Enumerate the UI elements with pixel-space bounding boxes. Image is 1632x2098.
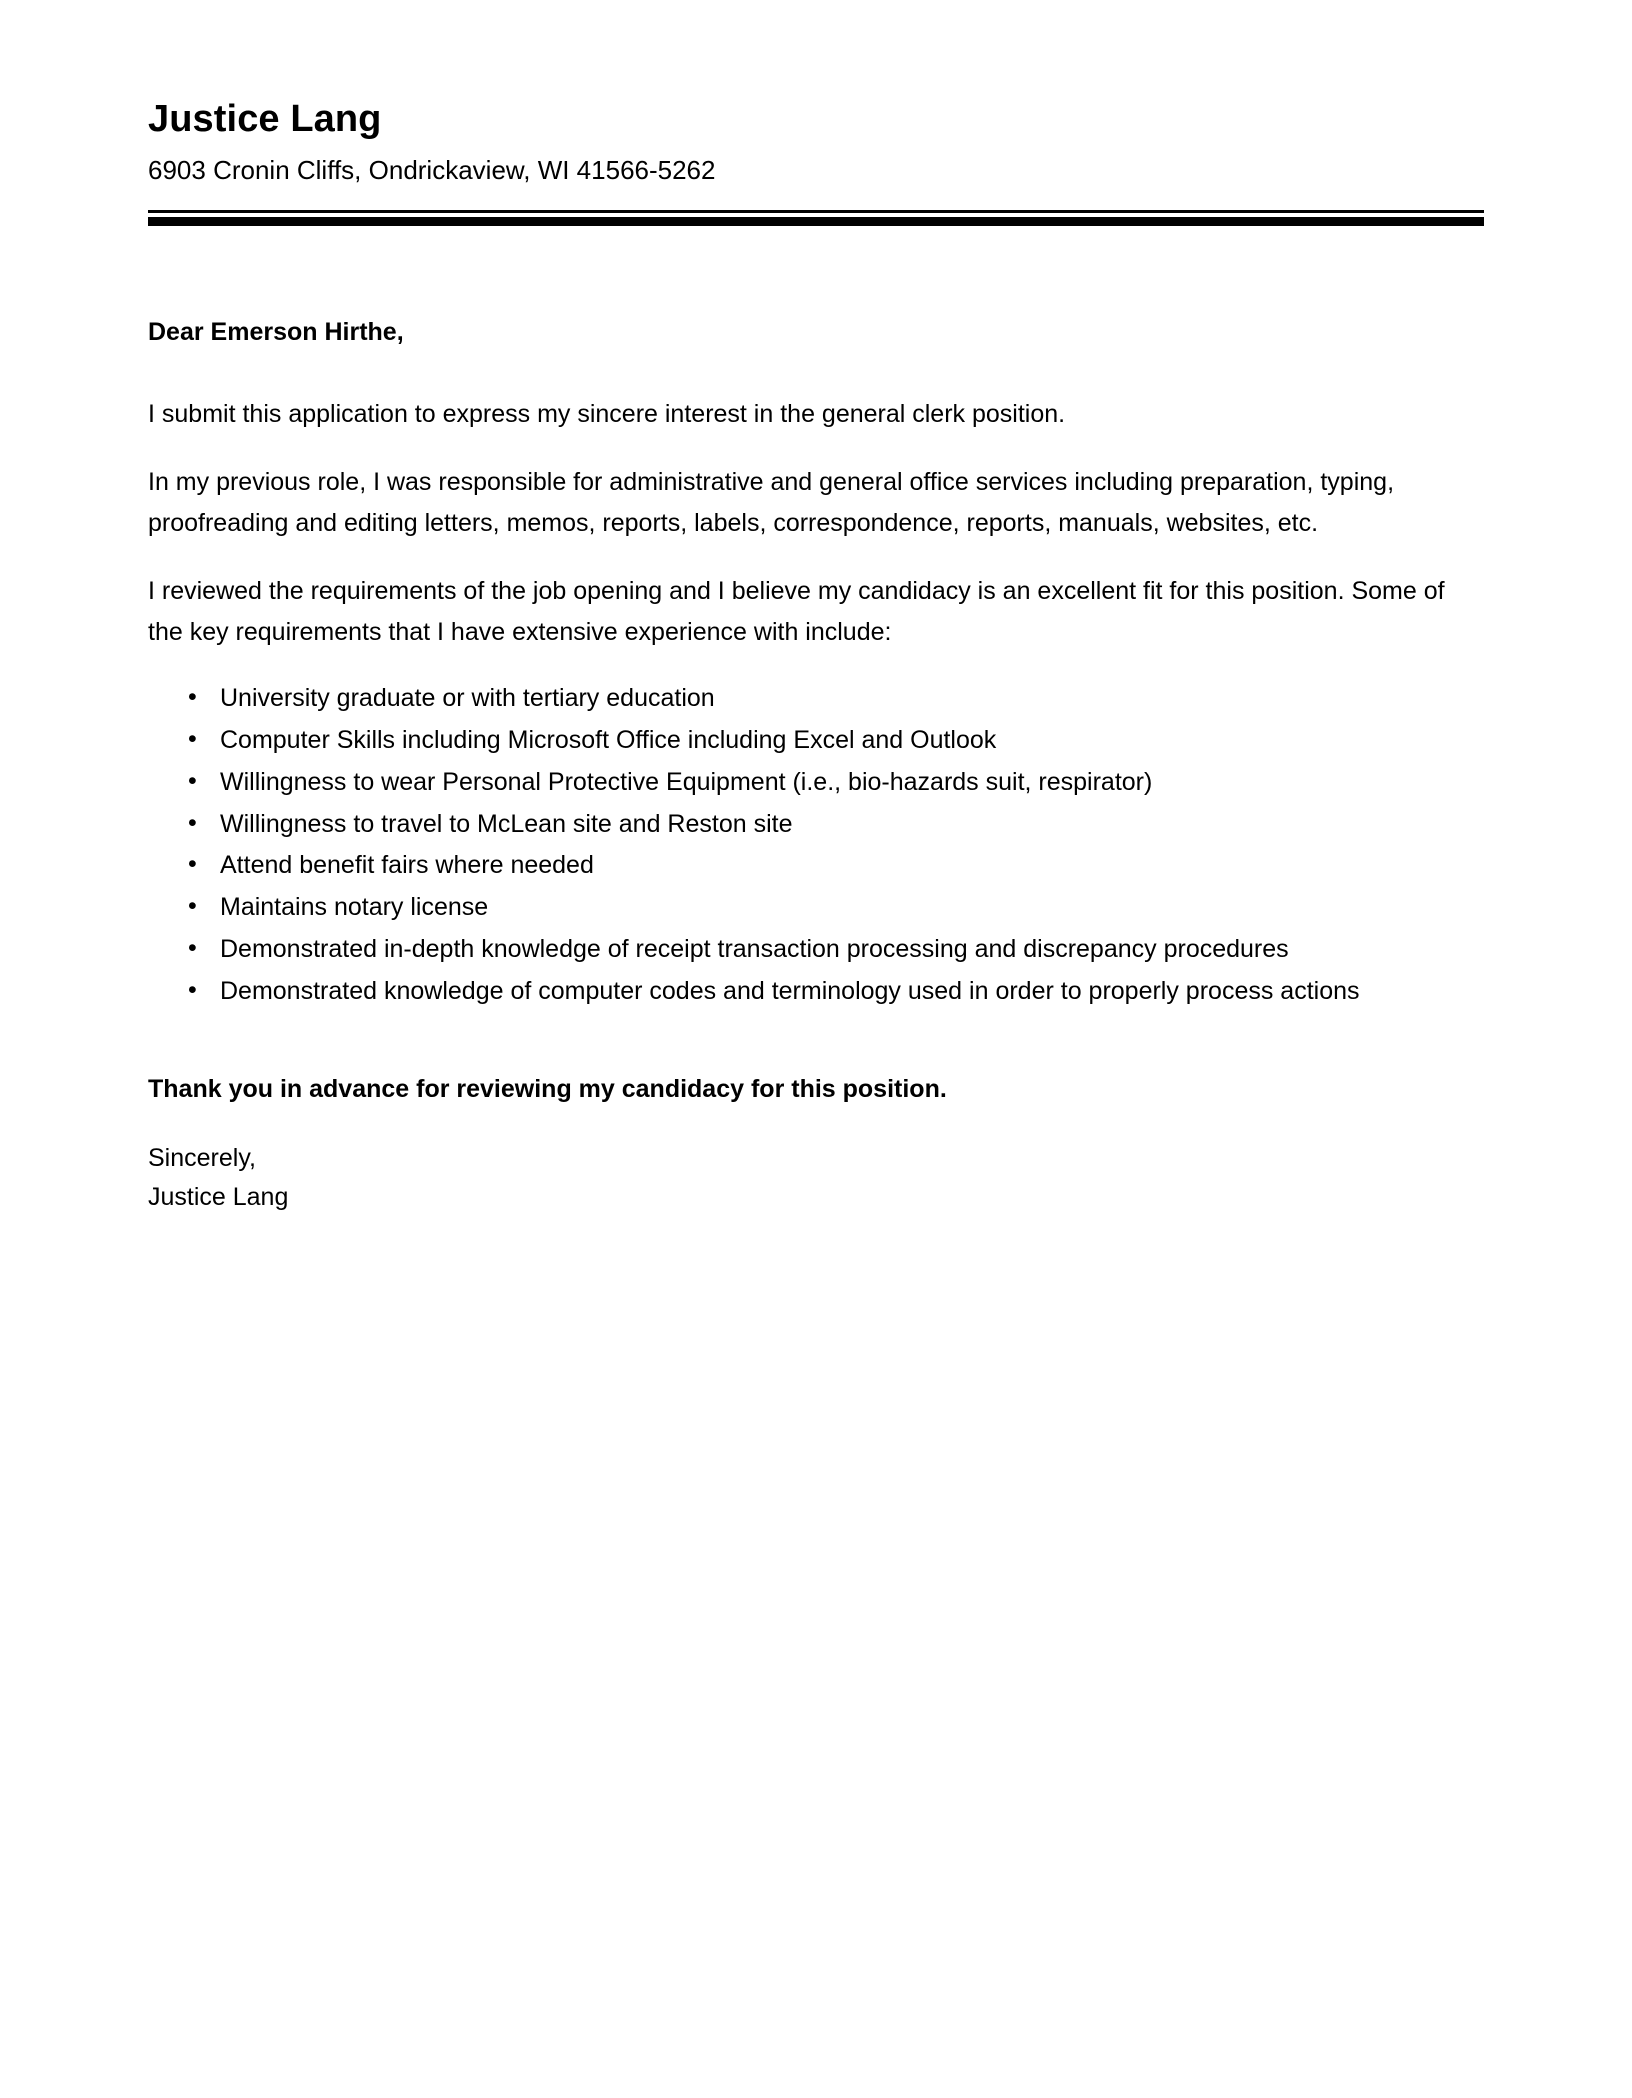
paragraph-requirements-intro: I reviewed the requirements of the job opening and I believe my candidacy is an excellent fit for this position. Some of the key requirements that I have extensive experience with include: bbox=[148, 577, 1445, 646]
requirements-list bbox=[148, 680, 1484, 1009]
paragraph-intro: I submit this application to express my sincere interest in the general clerk position. bbox=[148, 399, 1066, 428]
list-item: • Demonstrated knowledge of computer codes and terminology used in order to properly process actions bbox=[184, 973, 1484, 1010]
list-item: • Demonstrated in-depth knowledge of receipt transaction processing and discrepancy procedures bbox=[184, 931, 1484, 968]
signoff: Sincerely, bbox=[148, 1143, 256, 1172]
salutation: Dear Emerson Hirthe, bbox=[148, 317, 404, 346]
paragraph-previous-role: In my previous role, I was responsible for administrative and general office services including preparation, typing, proofreading and editing letters, memos, reports, labels, correspondence, reports, manuals, websites, etc. bbox=[148, 468, 1395, 537]
sender-name: Justice Lang bbox=[148, 98, 382, 140]
signature-name: Justice Lang bbox=[148, 1183, 289, 1212]
divider-thick-line bbox=[148, 217, 1484, 226]
list-item: • Computer Skills including Microsoft Office including Excel and Outlook bbox=[184, 722, 1484, 759]
list-item: • Willingness to travel to McLean site and Reston site bbox=[184, 806, 1484, 843]
letterhead bbox=[148, 96, 1484, 226]
list-item: • Attend benefit fairs where needed bbox=[184, 847, 1484, 884]
list-item: • Willingness to wear Personal Protective Equipment (i.e., bio-hazards suit, respirator) bbox=[184, 764, 1484, 801]
closing-statement: Thank you in advance for reviewing my candidacy for this position. bbox=[148, 1075, 947, 1104]
letter-content bbox=[148, 96, 1484, 1218]
letterhead-divider bbox=[148, 210, 1484, 226]
sender-address: 6903 Cronin Cliffs, Ondrickaview, WI 41566-5262 bbox=[148, 155, 716, 186]
list-item: • University graduate or with tertiary education bbox=[184, 680, 1484, 717]
list-item: • Maintains notary license bbox=[184, 889, 1484, 926]
letter-body bbox=[148, 314, 1484, 1218]
